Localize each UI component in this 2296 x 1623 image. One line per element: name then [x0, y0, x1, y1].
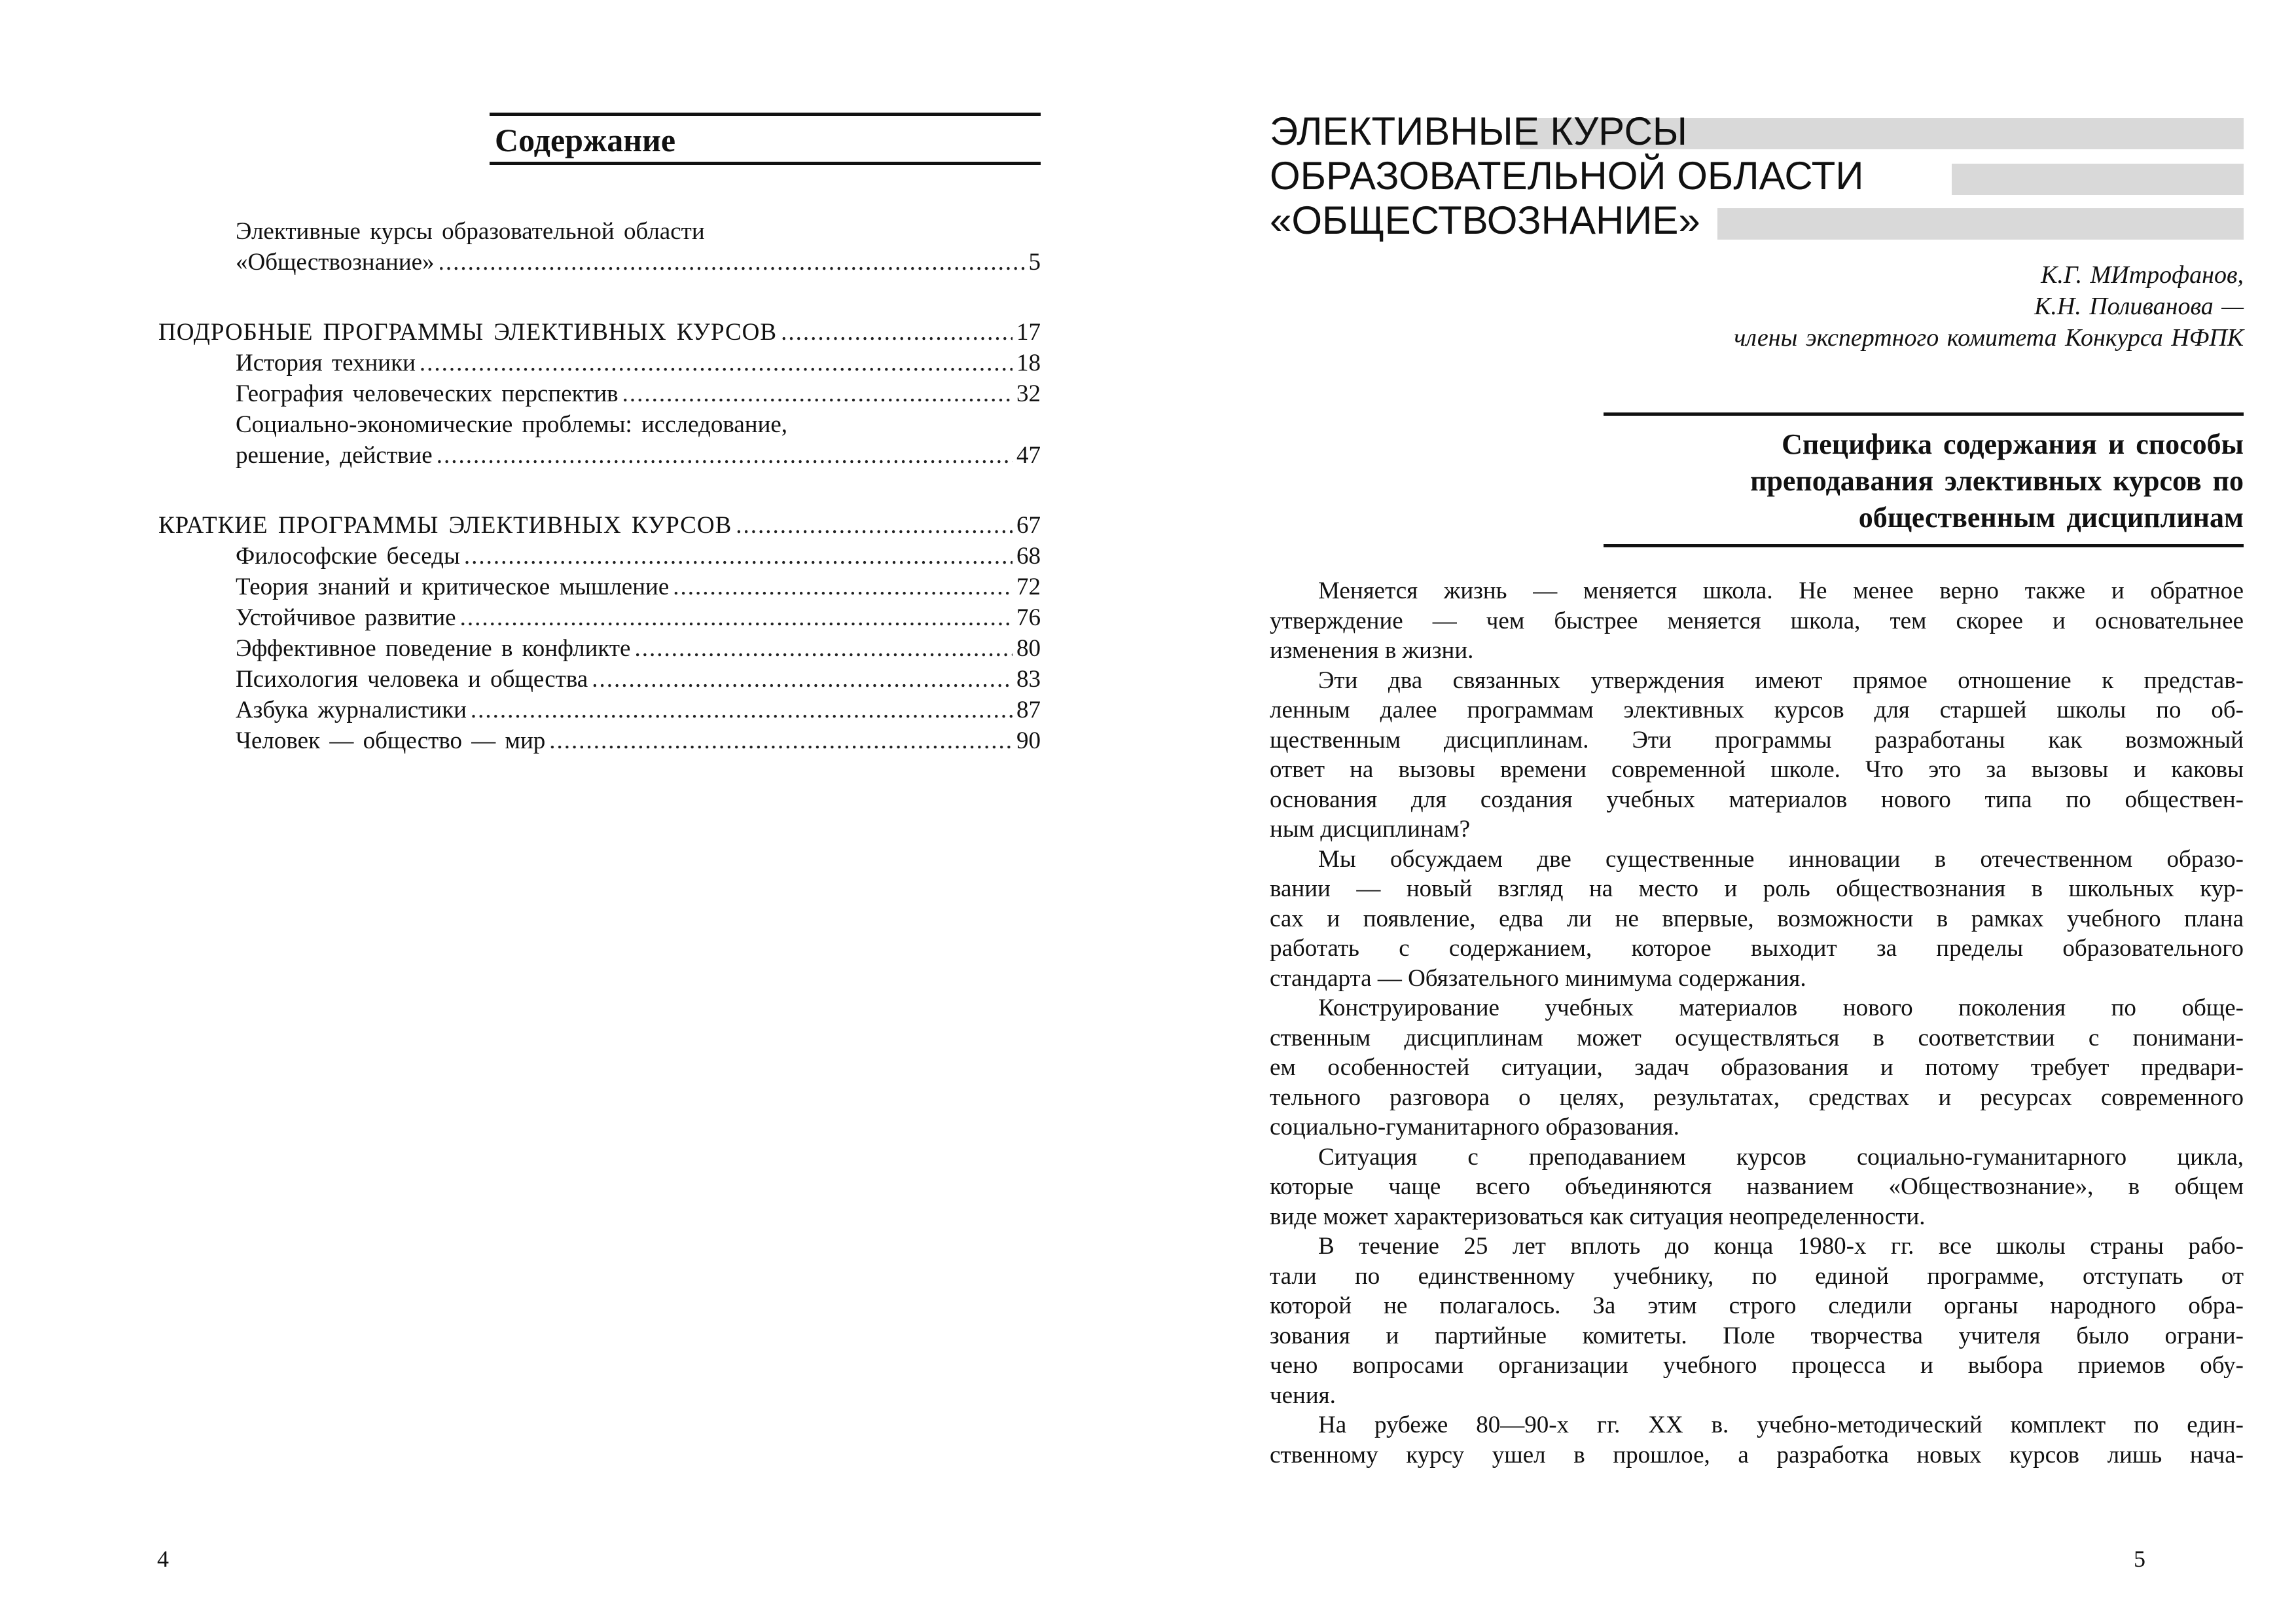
title-line-2: ОБРАЗОВАТЕЛЬНОЙ ОБЛАСТИ: [1270, 154, 1864, 198]
page-number-left: 4: [157, 1546, 169, 1572]
toc-leader-dots: [437, 440, 1013, 471]
section-heading-line: Специфика содержания и способы: [1782, 428, 2244, 460]
toc-page-number: 68: [1016, 543, 1041, 570]
body-line: тали по единственному учебнику, по единой программе, отступать от: [1270, 1262, 2244, 1290]
author-2: К.Н. Поливанова —: [2034, 293, 2244, 320]
toc-page-number: 67: [1016, 512, 1041, 539]
title-bar-2: [1952, 164, 2244, 195]
toc-entry: [158, 695, 1041, 725]
toc-page-number: 18: [1016, 350, 1041, 376]
toc-entry: [158, 633, 1041, 664]
body-line: тельного разговора о целях, результатах, средствах и ресурсах современного: [1270, 1084, 2244, 1111]
body-line: ственному курсу ушел в прошлое, а разработка новых курсов лишь нача-: [1270, 1441, 2244, 1468]
toc-section: [158, 317, 1041, 348]
body-line: которые чаще всего объединяются названием «Обществознание», в общем: [1270, 1173, 2244, 1200]
body-line: Эти два связанных утверждения имеют прямое отношение к представ-: [1318, 666, 2244, 694]
body-line: сах и появление, едва ли не впервые, возможности в рамках учебного плана: [1270, 905, 2244, 932]
toc-leader-dots: [592, 664, 1013, 695]
toc-entry: [158, 247, 1041, 278]
toc-page-number: 72: [1016, 574, 1041, 600]
toc-entry-label: решение, действие: [236, 442, 433, 469]
toc-entry: [158, 664, 1041, 695]
toc-entry-text: Социально-экономические проблемы: исследование,: [236, 411, 788, 438]
body-line: чения.: [1270, 1381, 1336, 1409]
body-line: стандарта — Обязательного минимума содержания.: [1270, 964, 1806, 992]
toc-entry-label: Азбука журналистики: [236, 697, 467, 723]
toc-leader-dots: [736, 510, 1013, 541]
authors: [1734, 259, 2244, 354]
toc-leader-dots: [622, 378, 1013, 409]
title-line-3: «ОБЩЕСТВОЗНАНИЕ»: [1270, 198, 1700, 242]
body-line: щественным дисциплинам. Эти программы разработаны как возможный: [1270, 726, 2244, 754]
body-line: социально-гуманитарного образования.: [1270, 1114, 1679, 1140]
toc-entry-label: Теория знаний и критическое мышление: [236, 574, 670, 600]
toc-page-number: 76: [1016, 604, 1041, 631]
toc-entry-label: Человек — общество — мир: [236, 727, 546, 754]
body-line: Конструирование учебных материалов нового поколения по обще-: [1318, 994, 2244, 1021]
toc-entry: [158, 378, 1041, 409]
toc-leader-dots: [549, 725, 1013, 756]
toc-leader-dots: [634, 633, 1013, 664]
toc-page-number: 32: [1016, 380, 1041, 407]
right-page: [1148, 0, 2296, 1623]
author-1: К.Г. МИтрофанов,: [2041, 261, 2244, 289]
body-line: ответ на вызовы времени современной школе. Что это за вызовы и каковы: [1270, 756, 2244, 783]
toc-entry-label: Устойчивое развитие: [236, 604, 456, 631]
toc-page-number: 83: [1016, 666, 1041, 693]
toc-entry: [158, 725, 1041, 756]
body-line: ным дисциплинам?: [1270, 816, 1471, 843]
title-line-1: ЭЛЕКТИВНЫЕ КУРСЫ: [1270, 109, 1687, 153]
section-heading-line: общественным дисциплинам: [1858, 501, 2244, 534]
toc-entry-label: «Обществознание»: [236, 249, 435, 276]
body-line: ем особенностей ситуации, задач образования и потому требует предвари-: [1270, 1054, 2244, 1081]
toc-spacer: [158, 278, 1041, 317]
toc-leader-dots: [471, 695, 1013, 725]
body-line: чено вопросами организации учебного процесса и выбора приемов обу-: [1270, 1352, 2244, 1379]
body-text: [1270, 576, 2244, 1470]
toc-page-number: 47: [1016, 442, 1041, 469]
toc-entry: [158, 348, 1041, 378]
toc-page-number: 90: [1016, 727, 1041, 754]
section-heading: [1604, 412, 2244, 547]
body-line: которой не полагалось. За этим строго следили органы народного обра-: [1270, 1292, 2244, 1319]
toc-entry-label: Философские беседы: [236, 543, 460, 570]
toc-entry-label: История техники: [236, 350, 416, 376]
toc-leader-dots: [460, 602, 1013, 633]
body-line: Мы обсуждаем две существенные инновации в отечественном образо-: [1318, 845, 2244, 873]
body-line: изменения в жизни.: [1270, 637, 1474, 664]
toc-entry: [158, 572, 1041, 602]
toc-entry-label: Психология человека и общества: [236, 666, 588, 693]
toc-entry: [158, 541, 1041, 572]
toc-leader-dots: [781, 317, 1013, 348]
body-line: Ситуация с преподаванием курсов социально-гуманитарного цикла,: [1318, 1143, 2244, 1171]
body-line: основания для создания учебных материалов нового типа по обществен-: [1270, 786, 2244, 813]
body-line: ленным далее программам элективных курсов для старшей школы по об-: [1270, 697, 2244, 723]
toc-page-number: 87: [1016, 697, 1041, 723]
body-line: работать с содержанием, которое выходит за пределы образовательного: [1270, 935, 2244, 962]
page-number-right: 5: [2134, 1546, 2145, 1572]
toc-entry-text: Элективные курсы образовательной области: [236, 218, 705, 245]
body-line: вании — новый взгляд на место и роль обществознания в школьных кур-: [1270, 875, 2244, 902]
toc-title: Содержание: [495, 122, 676, 158]
toc-leader-dots: [420, 348, 1013, 378]
toc-entry-label: ПОДРОБНЫЕ ПРОГРАММЫ ЭЛЕКТИВНЫХ КУРСОВ: [158, 319, 778, 346]
toc-spacer: [158, 471, 1041, 510]
toc-entry-label: КРАТКИЕ ПРОГРАММЫ ЭЛЕКТИВНЫХ КУРСОВ: [158, 512, 732, 539]
toc-section: [158, 510, 1041, 541]
toc-entry-label: География человеческих перспектив: [236, 380, 619, 407]
table-of-contents: [158, 216, 1041, 756]
body-line: виде может характеризоваться как ситуация неопределенности.: [1270, 1203, 1926, 1230]
toc-entry: [158, 440, 1041, 471]
body-line: утверждение — чем быстрее меняется школа, тем скорее и основательнее: [1270, 607, 2244, 634]
author-affiliation: члены экспертного комитета Конкурса НФПК: [1734, 324, 2244, 352]
body-line: На рубеже 80—90-х гг. XX в. учебно-методический комплект по един-: [1318, 1412, 2244, 1438]
body-line: В течение 25 лет вплоть до конца 1980-х гг. все школы страны рабо-: [1318, 1233, 2244, 1260]
toc-entry-label: Эффективное поведение в конфликте: [236, 635, 631, 662]
body-line: зования и партийные комитеты. Поле творчества учителя было ограни-: [1270, 1322, 2244, 1349]
toc-page-number: 17: [1016, 319, 1041, 346]
title-bar-3: [1717, 208, 2244, 240]
section-heading-line: преподавания элективных курсов по: [1750, 465, 2244, 497]
body-line: Меняется жизнь — меняется школа. Не менее верно также и обратное: [1318, 577, 2244, 604]
toc-leader-dots: [464, 541, 1013, 572]
toc-leader-dots: [673, 572, 1013, 602]
body-line: ственным дисциплинам может осуществляться в соответствии с понимани-: [1270, 1024, 2244, 1051]
toc-page-number: 80: [1016, 635, 1041, 662]
toc-leader-dots: [439, 247, 1025, 278]
toc-entry: [158, 602, 1041, 633]
toc-header: [490, 113, 1041, 165]
toc-page-number: 5: [1028, 249, 1041, 276]
